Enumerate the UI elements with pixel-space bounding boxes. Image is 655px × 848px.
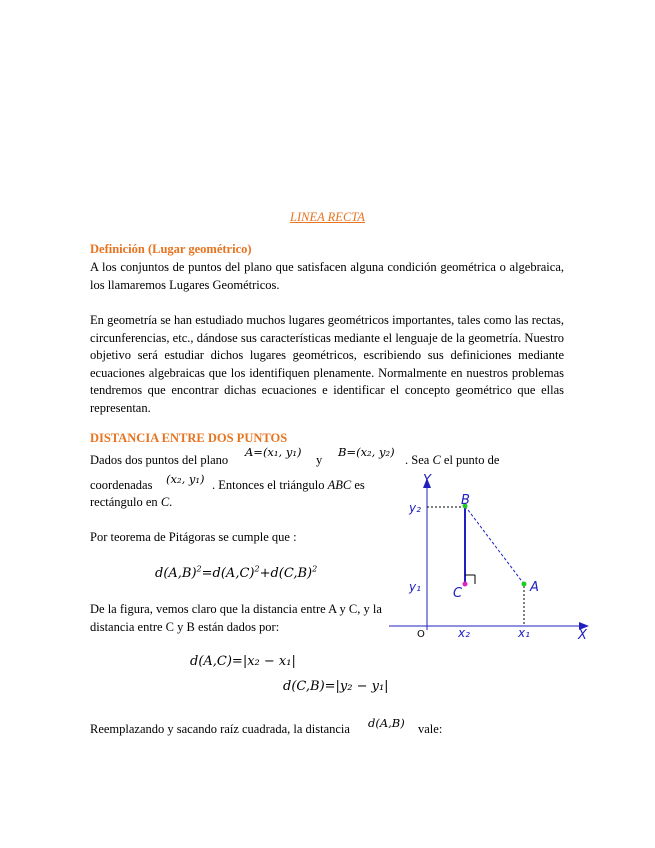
point-A — [522, 582, 527, 587]
label-x2: x₂ — [458, 626, 470, 640]
connector-y: y — [316, 453, 323, 467]
label-y1: y₁ — [409, 580, 421, 594]
definition-text: A los conjuntos de puntos del plano que satisfacen alguna condición geométrica o algebraica, los llamaremos Lugares Geométricos. — [90, 260, 564, 292]
label-x1: x₁ — [518, 626, 530, 640]
final-text: Reemplazando y sacando raíz cuadrada, la distancia — [90, 722, 350, 736]
distance-heading: DISTANCIA ENTRE DOS PUNTOS — [90, 431, 288, 445]
pointC-coords: (x₂, y₁) — [166, 472, 205, 486]
pythagoras-formula: $d(A,B)^2=d(A,C)^2+d(C,B)^2$ — [155, 564, 318, 581]
label-Y: Y — [423, 473, 431, 488]
coords-label: coordenadas — [90, 478, 153, 492]
formula-CB: d(C,B)=|y₂ − y₁| — [283, 679, 389, 694]
paragraph-lugares: En geometría se han estudiado muchos lugares geométricos importantes, tales como las rectas, circunferencias, etc., dándose sus características mediante el lenguaje de la geometría. Nuestro objetivo será estudiar dichos lugares geométricos, escribiendo sus definiciones mediante ecuaciones algebraicas que los identifiquen plenamente. Normalmente en nuestros problemas tendremos que encontrar dichas ecuaciones e identificar el concepto geométrico que ellas representan. — [90, 313, 564, 415]
distance-diagram — [385, 470, 595, 640]
definition-heading: Definición (Lugar geométrico) — [90, 242, 252, 256]
label-X: X — [578, 628, 587, 640]
label-O: O — [417, 629, 425, 640]
figure-text: De la figura, vemos claro que la distancia entre A y C, y la distancia entre C y B están dados por: — [90, 602, 382, 634]
page-title: LINEA RECTA — [290, 210, 365, 224]
pointC-intro: . Sea C el punto de — [405, 453, 500, 467]
final-text-vale: vale: — [418, 722, 443, 736]
point-C — [463, 582, 468, 587]
final-formula: d(A,B) — [368, 716, 405, 730]
label-B: B — [461, 493, 470, 508]
triangle-text: . Entonces el triángulo ABC es — [212, 478, 365, 492]
right-angle-text: rectángulo en C. — [90, 495, 173, 509]
formula-AC: d(A,C)=|x₂ − x₁| — [190, 654, 296, 669]
pointA-formula: A=(x₁, y₁) — [245, 445, 302, 459]
label-A: A — [530, 580, 539, 595]
segment-BA — [465, 506, 524, 584]
points-intro-text: Dados dos puntos del plano — [90, 453, 229, 467]
pythagoras-text: Por teorema de Pitágoras se cumple que : — [90, 530, 297, 544]
pointB-formula: B=(x₂, y₂) — [338, 445, 395, 459]
label-y2: y₂ — [409, 501, 421, 515]
label-C: C — [453, 586, 463, 601]
